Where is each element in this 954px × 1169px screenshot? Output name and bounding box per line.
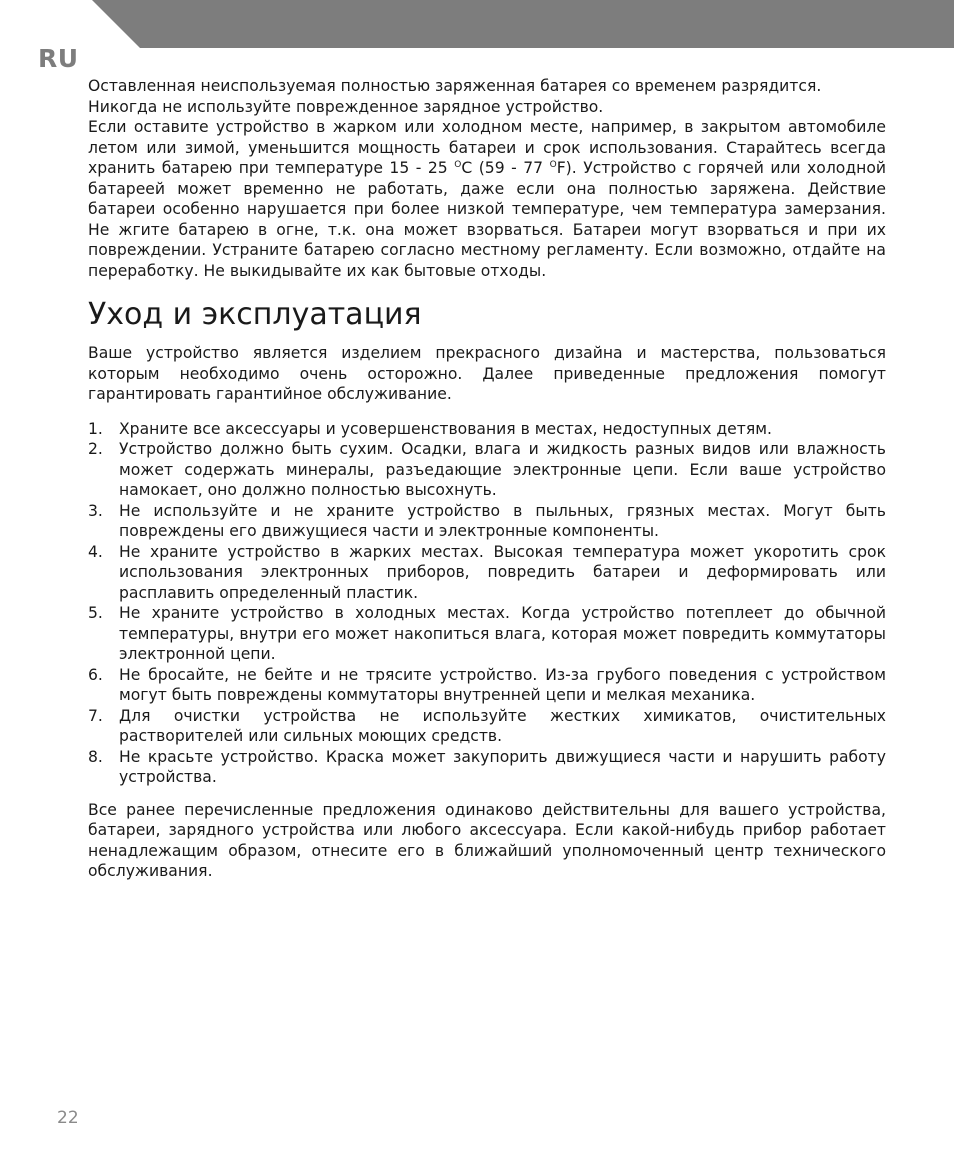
list-item — [88, 542, 886, 604]
list-item — [88, 419, 886, 440]
list-text: Не храните устройство в холодных местах. Когда устройство потеплеет до обычной температуры, внутри его может накопиться влага, которая может повредить коммутаторы электронной цепи. — [119, 604, 886, 663]
list-number: 2. — [88, 440, 103, 458]
degree-mark: O — [454, 160, 462, 170]
page-number: 22 — [57, 1108, 79, 1128]
list-text: Устройство должно быть сухим. Осадки, влага и жидкость разных видов или влажность может содержать минералы, разъедающие электронные цепи. Если ваше устройство намокает, оно должно полностью высохнуть. — [119, 440, 886, 499]
list-item — [88, 603, 886, 665]
list-item — [88, 747, 886, 788]
language-label: RU — [38, 44, 79, 73]
list-number: 4. — [88, 542, 103, 561]
header-bar — [0, 0, 954, 48]
intro-paragraph-2: Никогда не используйте поврежденное зарядное устройство. — [88, 97, 604, 116]
list-number: 3. — [88, 501, 103, 520]
section-lead: Ваше устройство является изделием прекрасного дизайна и мастерства, пользоваться которым необходимо очень осторожно. Далее приведенные предложения помогут гарантировать гарантийное обслуживание. — [88, 344, 886, 403]
list-text: Не храните устройство в жарких местах. Высокая температура может укоротить срок использования электронных приборов, повредить батареи и деформировать или расплавить определенный пластик. — [119, 542, 886, 602]
list-number: 7. — [88, 706, 103, 725]
list-text: Храните все аксессуары и усовершенствования в местах, недоступных детям. — [119, 419, 772, 438]
intro-text-c: F). Устройство с горячей или холодной батареей может временно не работать, даже если она полностью заряжена. Действие батареи особенно нарушается при более низкой температуре, чем температура замерзания. Не жгите батарею в огне, т.к. она может взорваться. Батареи могут взорваться и при их повреждении. Устраните батарею согласно местному регламенту. Если возможно, отдайте на переработку. Не выкидывайте их как бытовые отходы. — [88, 159, 886, 280]
intro-paragraph-1: Оставленная неиспользуемая полностью заряженная батарея со временем разрядится. — [88, 77, 822, 95]
list-number: 6. — [88, 665, 103, 684]
closing-paragraph: Все ранее перечисленные предложения одинаково действительны для вашего устройства, батареи, зарядного устройства или любого аксессуара. Если какой-нибудь прибор работает ненадлежащим образом, отнесите его в ближайший уполномоченный центр технического обслуживания. — [88, 800, 886, 880]
list-text: Не бросайте, не бейте и не трясите устройство. Из-за грубого поведения с устройством могут быть повреждены коммутаторы внутренней цепи и мелкая механика. — [119, 665, 886, 704]
intro-text-b: C (59 - 77 — [461, 159, 550, 177]
page-content — [88, 76, 886, 882]
list-number: 5. — [88, 604, 103, 622]
list-number: 8. — [88, 747, 103, 766]
list-item — [88, 501, 886, 542]
list-text: Для очистки устройства не используйте жестких химикатов, очистительных растворителей или сильных моющих средств. — [119, 706, 886, 745]
list-item — [88, 665, 886, 706]
list-text: Не используйте и не храните устройство в пыльных, грязных местах. Могут быть повреждены его движущиеся части и электронные компоненты. — [119, 501, 886, 540]
intro-text-a: Если оставите устройство в жарком или холодном месте, например, в закрытом автомобиле летом или зимой, уменьшится мощность батареи и срок использования. Старайтесь всегда хранить батарею при температуре 15 - 25 — [88, 118, 886, 177]
list-item — [88, 706, 886, 747]
care-list — [88, 419, 886, 788]
list-number: 1. — [88, 419, 103, 438]
intro-paragraph-3 — [88, 117, 886, 281]
degree-mark: O — [549, 160, 557, 170]
section-title: Уход и эксплуатация — [88, 297, 422, 332]
list-text: Не красьте устройство. Краска может закупорить движущиеся части и нарушить работу устройства. — [119, 747, 886, 786]
list-item — [88, 439, 886, 501]
